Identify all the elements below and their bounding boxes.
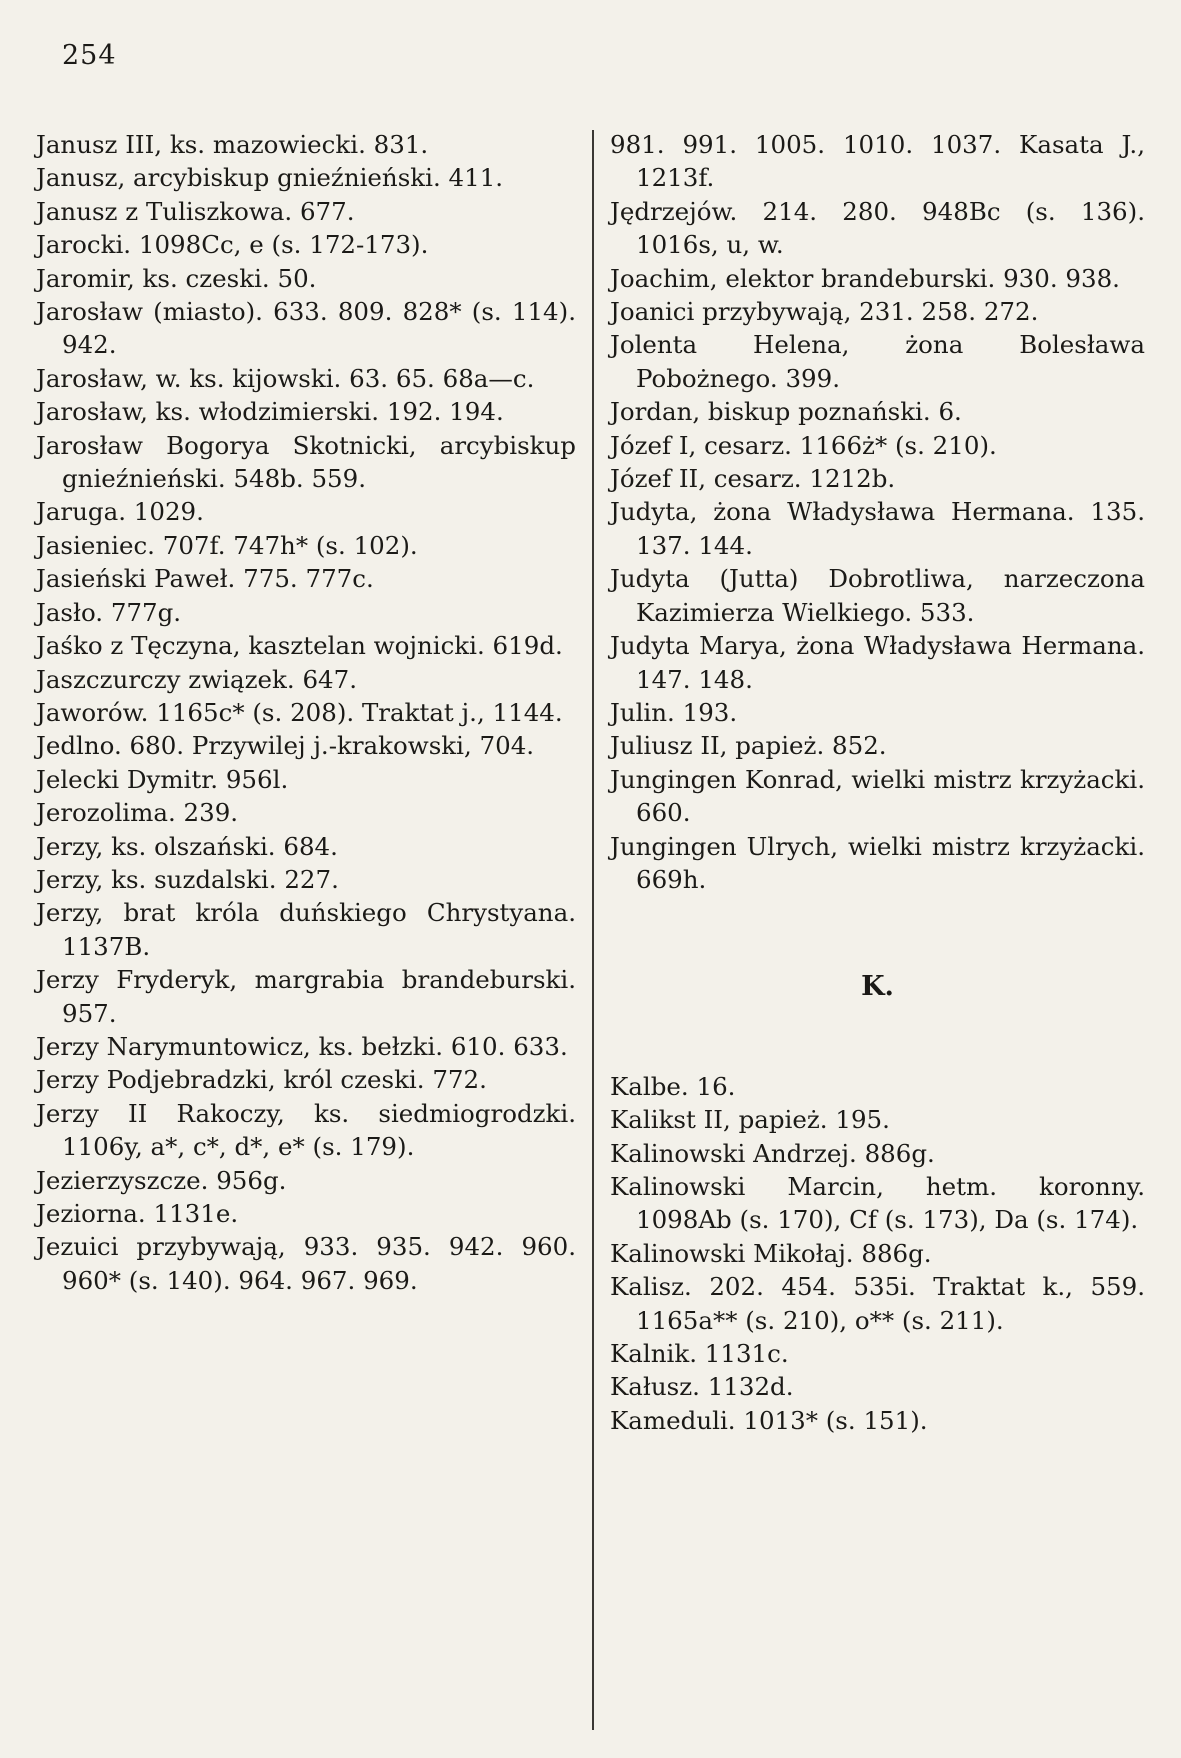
index-entry: Jerzy Narymuntowicz, ks. bełzki. 610. 633. (36, 1031, 568, 1061)
index-entry: Judyta Marya, żona Władysława Hermana. 147. 148. (610, 631, 1145, 694)
section-letter-k: K. (861, 971, 894, 1003)
index-entry: Kalinowski Mikołaj. 886g. (610, 1238, 932, 1268)
index-entry: Kalinowski Andrzej. 886g. (610, 1138, 935, 1168)
index-entry: Kałusz. 1132d. (610, 1372, 794, 1402)
index-entry: Jungingen Ulrych, wielki mistrz krzyżacki. 669h. (610, 831, 1145, 894)
index-entry: Jelecki Dymitr. 956l. (36, 764, 289, 794)
index-entry: Jungingen Konrad, wielki mistrz krzyżacki. 660. (610, 764, 1145, 828)
index-entry: Jaśko z Tęczyna, kasztelan wojnicki. 619d. (36, 631, 563, 661)
index-entry: Jolenta Helena, żona Bolesława Pobożnego. 399. (610, 330, 1145, 393)
index-entry: 981. 991. 1005. 1010. 1037. Kasata J., 1213f. (610, 130, 1145, 193)
index-entry: Jasieński Paweł. 775. 777c. (36, 564, 374, 594)
index-entry: Józef II, cesarz. 1212b. (610, 464, 896, 494)
index-entry: Jerzy Fryderyk, margrabia brandeburski. 957. (36, 965, 576, 1028)
index-entry: Jarosław Bogorya Skotnicki, arcybiskup gnieźnieński. 548b. 559. (36, 430, 576, 494)
right-column-j-entries (610, 128, 1145, 896)
index-entry: Jarocki. 1098Cc, e (s. 172-173). (36, 230, 429, 260)
index-entry: Janusz, arcybiskup gnieźnieński. 411. (36, 163, 504, 193)
index-entry: Kalisz. 202. 454. 535i. Traktat k., 559. 1165a** (s. 210), o** (s. 211). (610, 1272, 1145, 1335)
index-entry: Kalbe. 16. (610, 1071, 736, 1101)
index-entry: Janusz z Tuliszkowa. 677. (36, 196, 355, 226)
index-entry: Jedlno. 680. Przywilej j.-krakowski, 704. (36, 731, 535, 761)
index-entry: Jasieniec. 707f. 747h* (s. 102). (36, 530, 418, 560)
index-entry: Kalinowski Marcin, hetm. koronny. 1098Ab (s. 170), Cf (s. 173), Da (s. 174). (610, 1171, 1145, 1235)
index-entry: Judyta (Jutta) Dobrotliwa, narzeczona Kazimierza Wielkiego. 533. (610, 564, 1145, 627)
index-entry: Janusz III, ks. mazowiecki. 831. (36, 130, 429, 159)
index-entry: Jerzy, brat króla duńskiego Chrystyana. 1137B. (36, 898, 576, 961)
right-column-k-entries (610, 1070, 1145, 1437)
column-divider (592, 130, 594, 1730)
index-entry: Jaruga. 1029. (36, 497, 204, 527)
index-entry: Kalikst II, papież. 195. (610, 1105, 890, 1135)
index-entry: Jordan, biskup poznański. 6. (610, 397, 962, 427)
index-entry: Judyta, żona Władysława Hermana. 135. 137. 144. (610, 497, 1145, 560)
index-entry: Juliusz II, papież. 852. (610, 731, 887, 761)
index-entry: Jarosław, w. ks. kijowski. 63. 65. 68a—c. (36, 363, 535, 393)
index-entry: Jerzy, ks. suzdalski. 227. (36, 864, 339, 894)
index-entry: Jerzy II Rakoczy, ks. siedmiogrodzki. 1106y, a*, c*, d*, e* (s. 179). (36, 1098, 576, 1162)
index-entry: Jerzy, ks. olszański. 684. (36, 831, 338, 861)
right-column (610, 128, 1145, 1437)
index-entry: Jasło. 777g. (36, 597, 182, 627)
index-entry: Kalnik. 1131c. (610, 1339, 789, 1368)
index-entry: Joachim, elektor brandeburski. 930. 938. (610, 263, 1120, 293)
index-entry: Jerozolima. 239. (36, 798, 239, 828)
index-entry: Jerzy Podjebradzki, król czeski. 772. (36, 1065, 487, 1095)
index-entry: Julin. 193. (610, 697, 738, 727)
page-number: 254 (62, 40, 117, 71)
index-entry: Jezierzyszcze. 956g. (36, 1165, 287, 1195)
index-entry: Kameduli. 1013* (s. 151). (610, 1405, 928, 1435)
index-entry: Józef I, cesarz. 1166ż* (s. 210). (610, 430, 997, 460)
index-entry: Jezuici przybywają, 933. 935. 942. 960. 960* (s. 140). 964. 967. 969. (36, 1232, 576, 1295)
index-entry: Jarosław, ks. włodzimierski. 192. 194. (36, 397, 504, 427)
left-column (36, 128, 576, 1297)
index-entry: Jaromir, ks. czeski. 50. (36, 263, 317, 293)
index-entry: Jeziorna. 1131e. (36, 1199, 239, 1228)
index-entry: Joanici przybywają, 231. 258. 272. (610, 297, 1039, 327)
index-entry: Jędrzejów. 214. 280. 948Bc (s. 136). 1016s, u, w. (610, 196, 1145, 260)
index-entry: Jarosław (miasto). 633. 809. 828* (s. 114). 942. (36, 297, 576, 360)
index-entry: Jaszczurczy związek. 647. (36, 664, 357, 694)
index-entry: Jaworów. 1165c* (s. 208). Traktat j., 1144. (36, 697, 563, 727)
